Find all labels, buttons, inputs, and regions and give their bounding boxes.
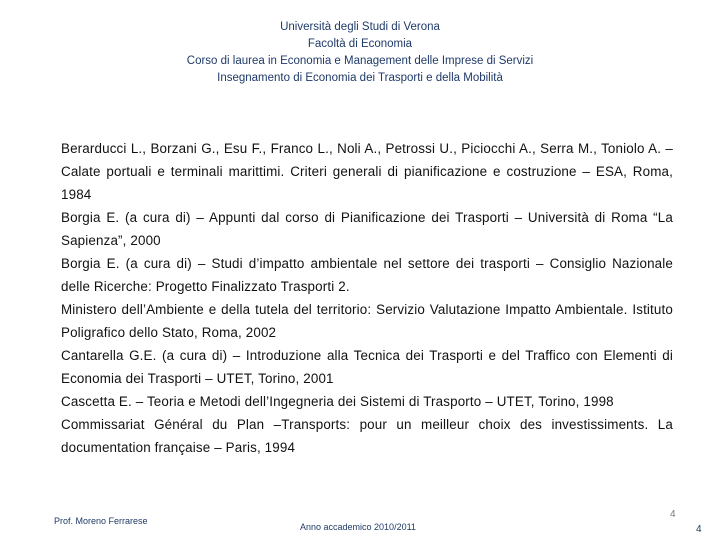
slide-number: 4 [696,524,702,535]
course-name: Corso di laurea in Economia e Management delle Imprese di Servizi [186,55,534,67]
footer-author: Prof. Moreno Ferrarese [54,516,148,526]
reference-entry: Borgia E. (a cura di) – Studi d’impatto ambientale nel settore dei trasporti – Consiglio Nazionale delle Ricerche: Progetto Finalizzato Trasporti 2. [61,256,673,294]
reference-entry: Cantarella G.E. (a cura di) – Introduzione alla Tecnica dei Trasporti e del Traffico con Elementi di Economia dei Trasporti – UTET, Torino, 2001 [61,348,673,386]
faculty-name: Facoltà di Economia [307,38,413,50]
subject-name: Insegnamento di Economia dei Trasporti e della Mobilità [217,72,503,84]
bibliography-list [61,137,673,459]
footer-academic-year: Anno accademico 2010/2011 [300,522,416,532]
reference-entry: Borgia E. (a cura di) – Appunti dal corso di Pianificazione dei Trasporti – Università di Roma “La Sapienza”, 2000 [61,210,673,248]
reference-entry: Commissariat Général du Plan –Transports: pour un meilleur choix des investissiments. La documentation française – Paris, 1994 [61,417,673,455]
reference-entry: Berarducci L., Borzani G., Esu F., Franco L., Noli A., Petrossi U., Piciocchi A., Serra M., Toniolo A. – Calate portuali e terminali marittimi. Criteri generali di pianificazione e costruzione – ESA, Roma, 1984 [61,141,673,202]
university-name: Università degli Studi di Verona [280,21,440,33]
reference-entry: Cascetta E. – Teoria e Metodi dell’Ingegneria dei Sistemi di Trasporto – UTET, Torino, 1998 [61,394,614,409]
reference-entry: Ministero dell’Ambiente e della tutela del territorio: Servizio Valutazione Impatto Ambientale. Istituto Poligrafico dello Stato, Roma, 2002 [61,302,673,340]
slide-number-inner: 4 [670,509,676,520]
slide-header [0,19,720,87]
